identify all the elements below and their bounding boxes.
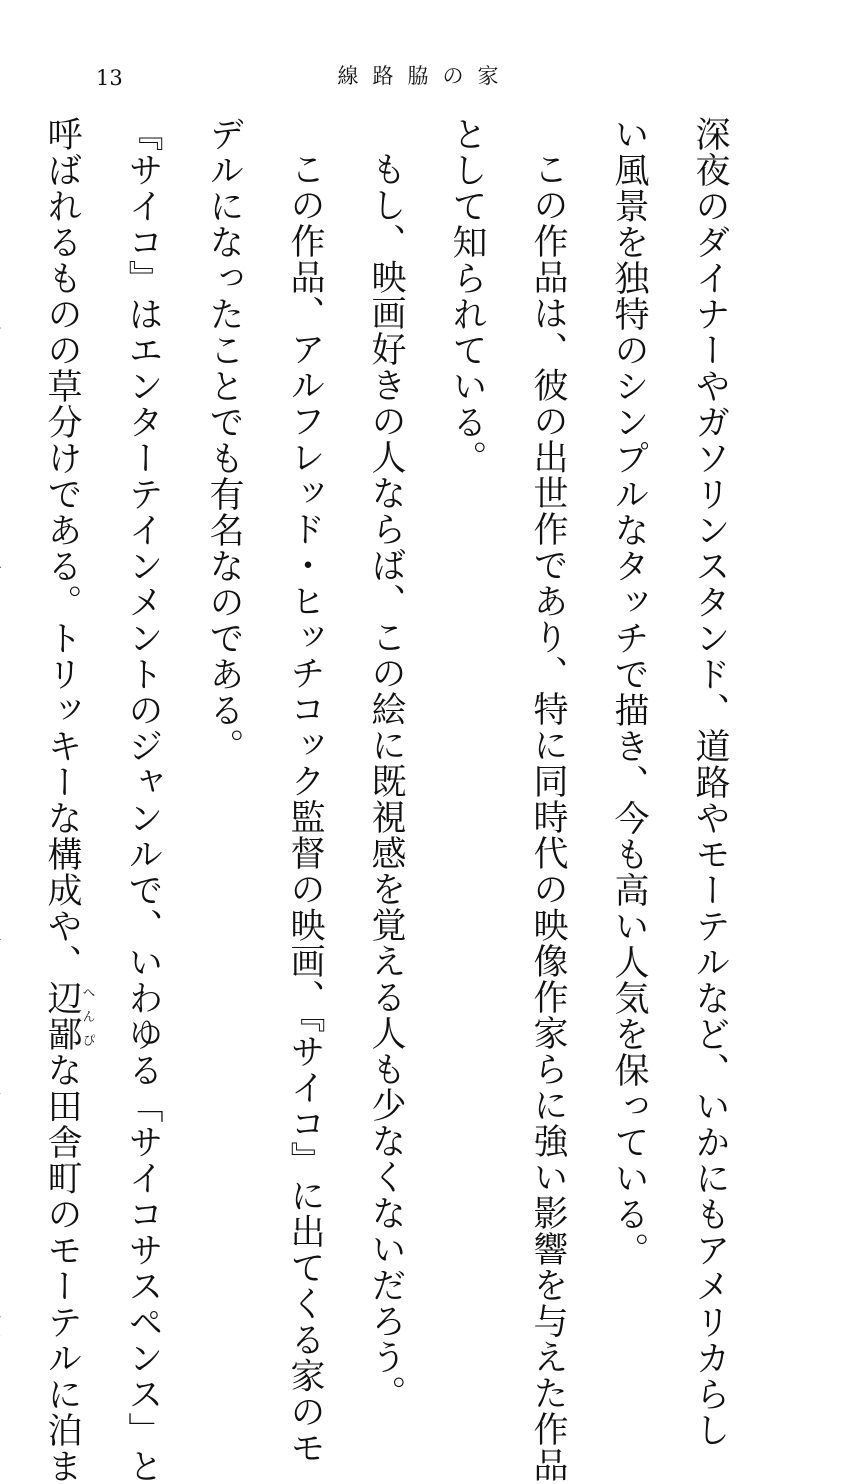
vertical-body-text [42, 116, 750, 1484]
text-line-7: デルになったことでも有名なのである。 [204, 116, 244, 764]
text-line-10 [0, 116, 21, 1106]
text-line-4: として知られている。 [447, 116, 487, 476]
text-line-8: 『サイコ』はエンターテインメントのジャンルで、いわゆる「サイコサスペンス」と [123, 116, 163, 1484]
text-line-1: 深夜のダイナーやガソリンスタンド、道路やモーテルなど、いかにもアメリカらし [690, 116, 730, 1448]
text-line-9: 呼ばれるものの草分けである。トリッキーな構成や、辺鄙へんぴな田舎町のモーテルに泊ま [42, 116, 95, 1484]
running-title: 線路脇の家 [337, 64, 513, 88]
text-line-5: もし、映画好きの人ならば、この絵に既視感を覚える人も少なくないだろう。 [366, 151, 406, 1411]
text-line-2: い風景を独特のシンプルなタッチで描き、今も高い人気を保っている。 [609, 116, 649, 1268]
ruby-reading: へんぴ [79, 980, 95, 1052]
text-line-6: この作品、アルフレッド・ヒッチコック監督の映画、『サイコ』に出てくる家のモ [285, 151, 325, 1466]
page-number: 13 [96, 66, 123, 90]
text-line-3: この作品は、彼の出世作であり、特に同時代の映像作家らに強い影響を与えた作品 [528, 151, 568, 1483]
ruby-annotation: 辺鄙へんぴ [42, 980, 95, 1052]
